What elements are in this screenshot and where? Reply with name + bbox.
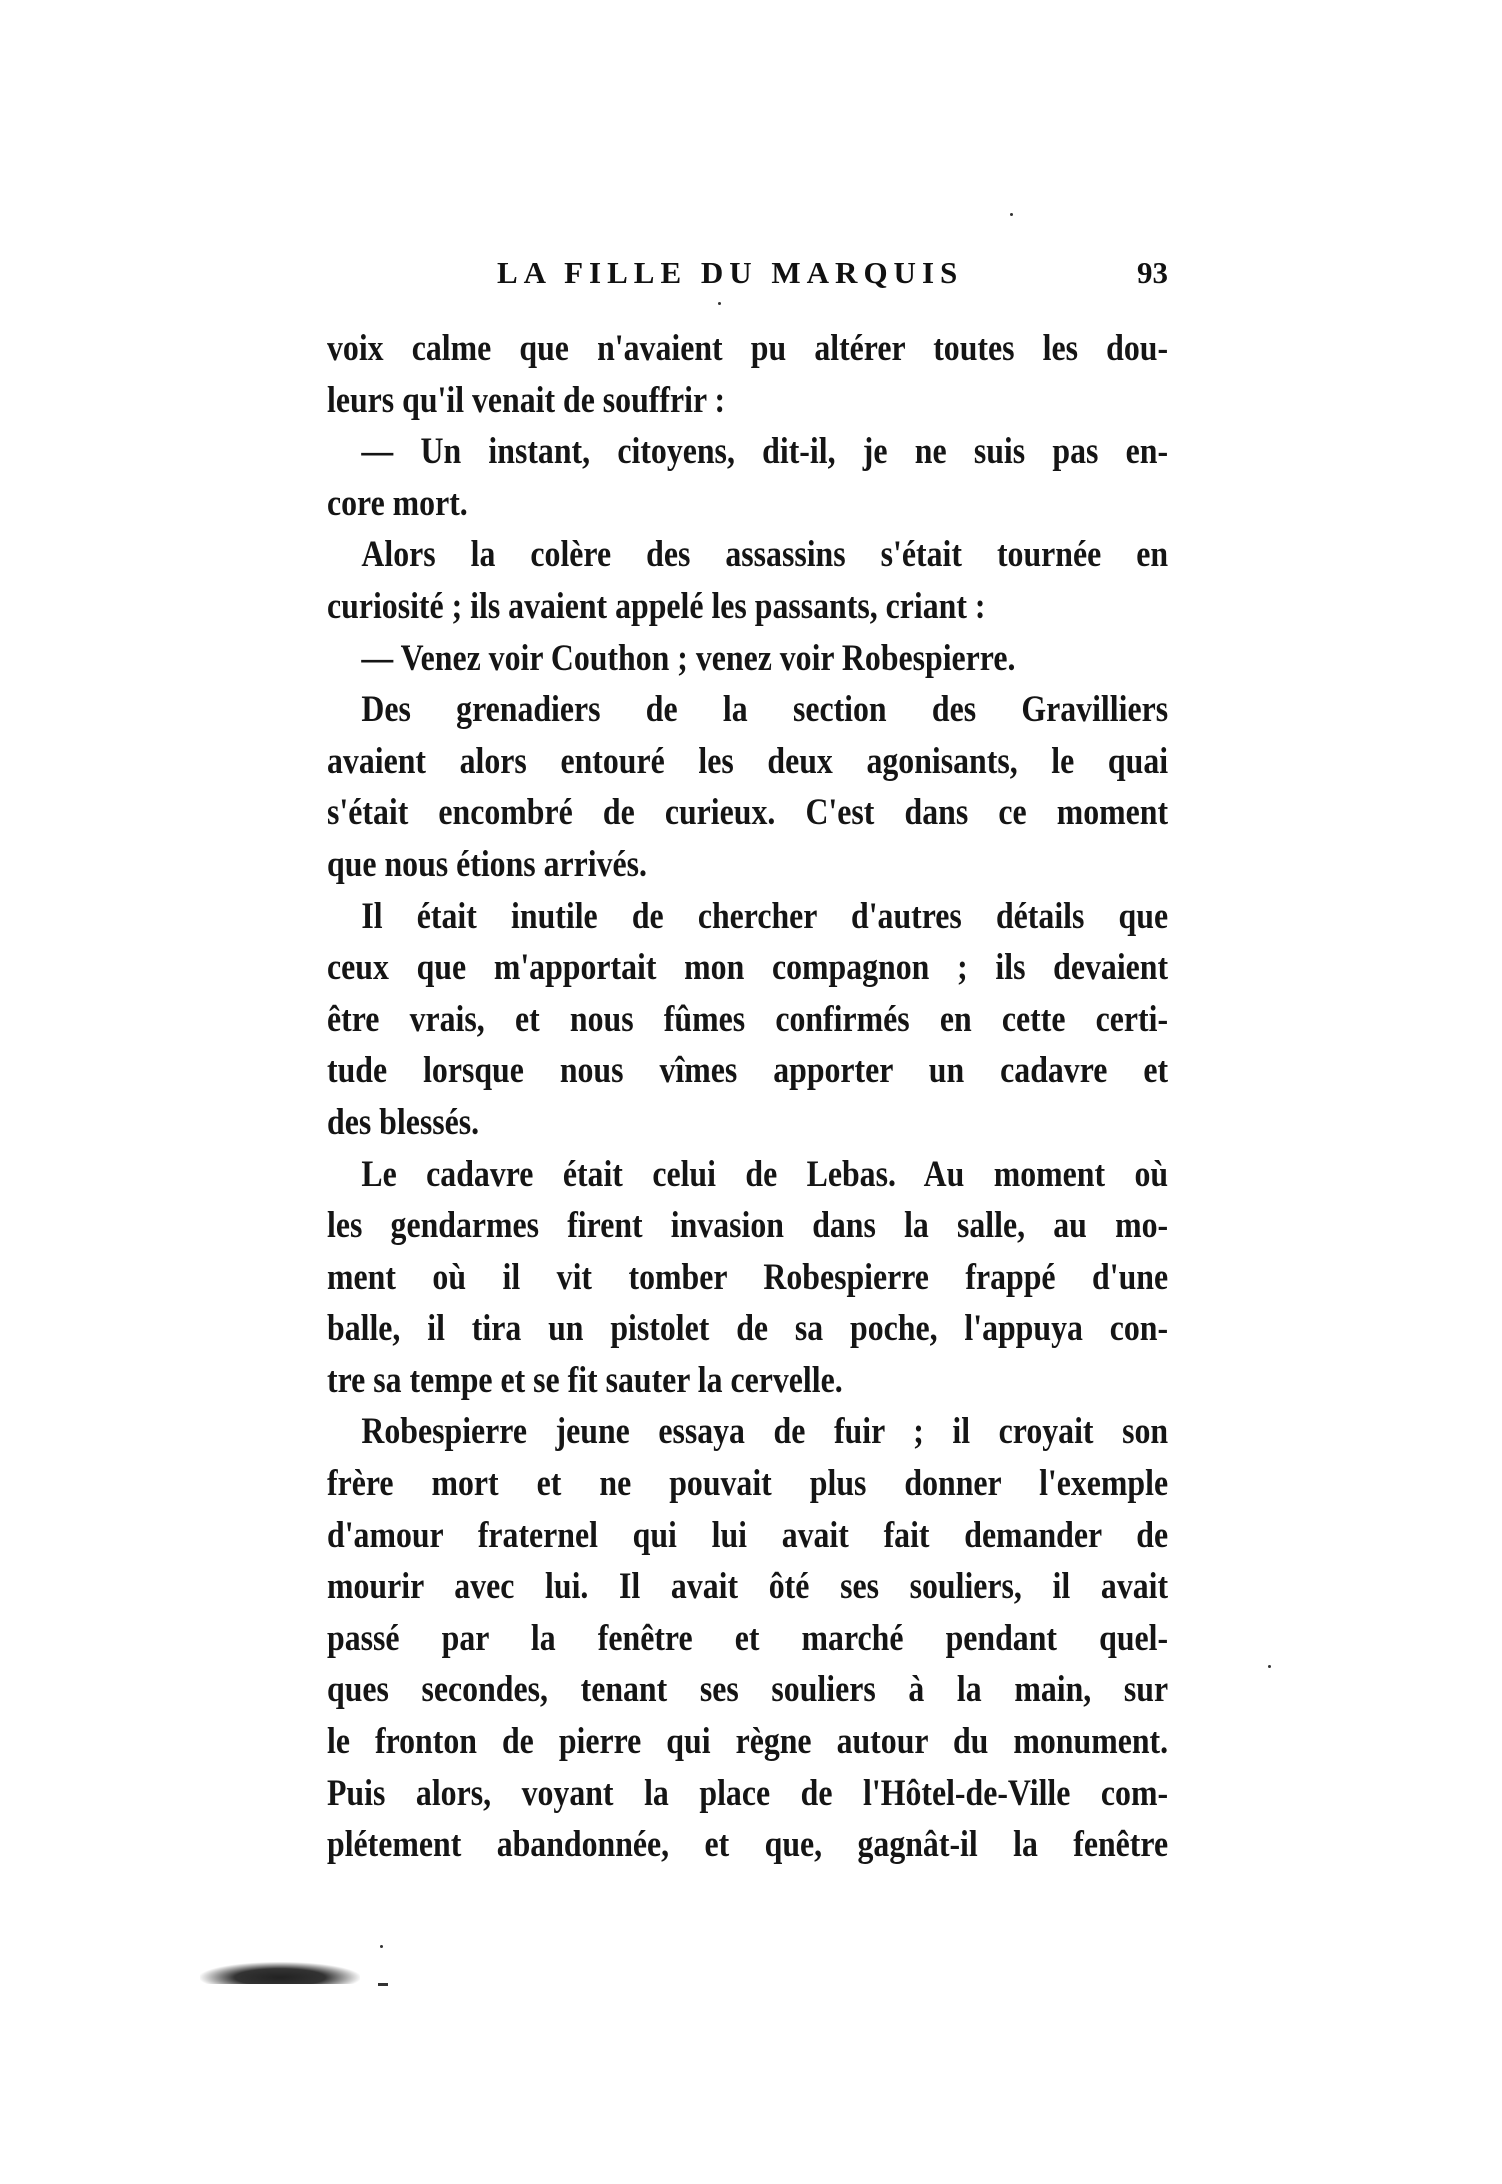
text-line: Le cadavre était celui de Lebas. Au moment où bbox=[361, 1153, 1169, 1195]
text-line: tude lorsque nous vîmes apporter un cadavre et bbox=[327, 1050, 1169, 1092]
running-header bbox=[327, 255, 1168, 299]
text-line: curiosité ; ils avaient appelé les passants, criant : bbox=[327, 585, 986, 627]
text-line: être vrais, et nous fûmes confirmés en cette certi- bbox=[327, 998, 1169, 1040]
page-number: 93 bbox=[1137, 255, 1168, 290]
text-line: Robespierre jeune essaya de fuir ; il croyait son bbox=[361, 1411, 1169, 1453]
text-line: leurs qu'il venait de souffrir : bbox=[327, 379, 726, 421]
header-title: LA FILLE DU MARQUIS bbox=[497, 255, 964, 290]
text-line: d'amour fraternel qui lui avait fait demander de bbox=[327, 1514, 1169, 1556]
text-line: — Un instant, citoyens, dit-il, je ne suis pas en- bbox=[361, 431, 1169, 473]
text-line: mourir avec lui. Il avait ôté ses souliers, il avait bbox=[327, 1566, 1169, 1608]
speck bbox=[380, 1945, 383, 1948]
text-line: balle, il tira un pistolet de sa poche, l'appuya con- bbox=[327, 1308, 1169, 1350]
text-line: passé par la fenêtre et marché pendant quel- bbox=[327, 1617, 1169, 1659]
text-line: Des grenadiers de la section des Gravilliers bbox=[361, 689, 1169, 731]
text-line: Puis alors, voyant la place de l'Hôtel-de-Ville com- bbox=[327, 1772, 1169, 1814]
text-line: core mort. bbox=[327, 482, 468, 524]
ink-smudge bbox=[200, 1962, 360, 1984]
text-line: plétement abandonnée, et que, gagnât-il la fenêtre bbox=[327, 1824, 1169, 1866]
body-text bbox=[327, 323, 1168, 1871]
text-line: des blessés. bbox=[327, 1101, 480, 1143]
text-line: Alors la colère des assassins s'était tournée en bbox=[361, 534, 1169, 576]
speck bbox=[718, 302, 721, 305]
text-line: avaient alors entouré les deux agonisants, le quai bbox=[327, 740, 1169, 782]
text-line: Il était inutile de chercher d'autres détails que bbox=[361, 895, 1169, 937]
text-line: ques secondes, tenant ses souliers à la main, sur bbox=[327, 1669, 1169, 1711]
text-line: tre sa tempe et se fit sauter la cervelle. bbox=[327, 1359, 843, 1401]
text-line: les gendarmes firent invasion dans la salle, au mo- bbox=[327, 1205, 1169, 1247]
text-line: ceux que m'apportait mon compagnon ; ils devaient bbox=[327, 947, 1169, 989]
text-line: le fronton de pierre qui règne autour du monument. bbox=[327, 1721, 1169, 1763]
text-line: frère mort et ne pouvait plus donner l'exemple bbox=[327, 1463, 1169, 1505]
text-line: voix calme que n'avaient pu altérer toutes les dou- bbox=[327, 328, 1169, 369]
text-line: que nous étions arrivés. bbox=[327, 843, 647, 885]
text-line: ment où il vit tomber Robespierre frappé d'une bbox=[327, 1256, 1169, 1298]
speck bbox=[1010, 213, 1013, 216]
text-line: — Venez voir Couthon ; venez voir Robespierre. bbox=[361, 637, 1016, 679]
speck bbox=[1268, 1665, 1271, 1668]
text-line: s'était encombré de curieux. C'est dans ce moment bbox=[327, 792, 1169, 834]
ink-smudge bbox=[378, 1983, 388, 1986]
